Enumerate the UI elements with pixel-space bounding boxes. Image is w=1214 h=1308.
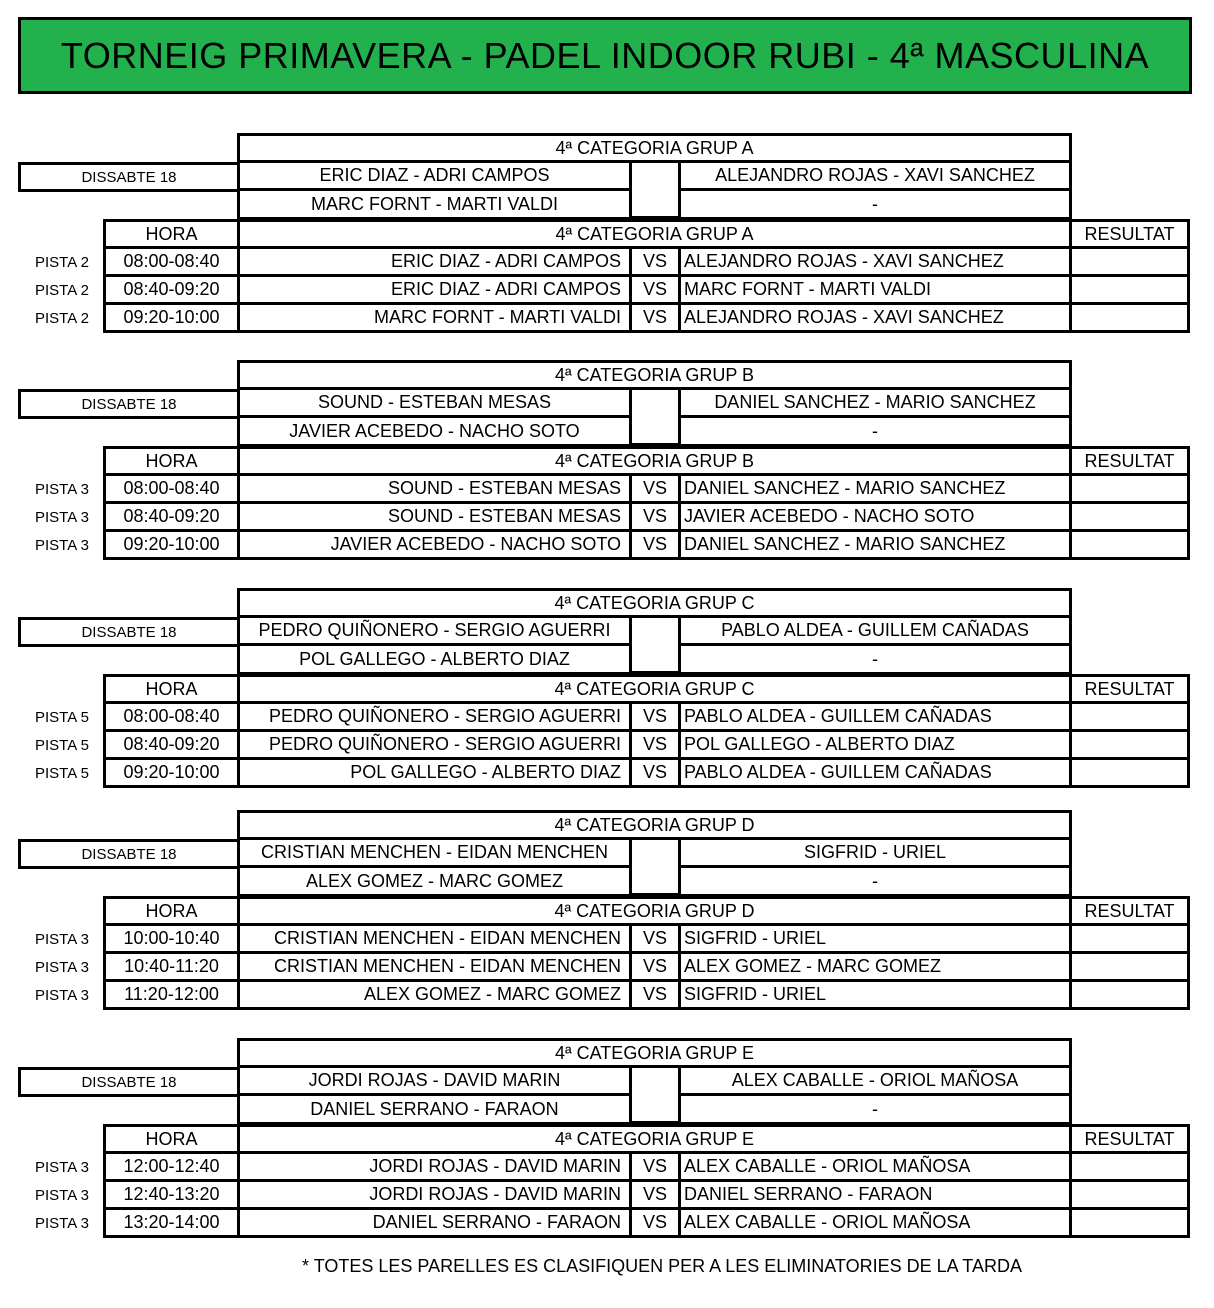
group-header: 4ª CATEGORIA GRUP B — [237, 360, 1072, 390]
away-pair: PABLO ALDEA - GUILLEM CAÑADAS — [678, 703, 1069, 732]
vs-label: VS — [629, 503, 678, 532]
result-cell[interactable] — [1069, 276, 1190, 305]
date-label: DISSABTE 18 — [18, 617, 240, 647]
pair-cell: - — [678, 191, 1072, 220]
vs-label: VS — [629, 1181, 678, 1210]
home-pair: SOUND - ESTEBAN MESAS — [240, 503, 629, 532]
pista-label: PISTA 5 — [35, 765, 89, 782]
hora-header: HORA — [103, 1124, 240, 1154]
result-cell[interactable] — [1069, 925, 1190, 954]
hora-cell: 12:00-12:40 — [103, 1153, 240, 1182]
result-cell[interactable] — [1069, 1153, 1190, 1182]
away-pair: SIGFRID - URIEL — [678, 981, 1069, 1010]
home-pair: ALEX GOMEZ - MARC GOMEZ — [240, 981, 629, 1010]
hora-cell: 08:00-08:40 — [103, 703, 240, 732]
vs-label: VS — [629, 731, 678, 760]
vs-label: VS — [629, 531, 678, 560]
group-header: 4ª CATEGORIA GRUP D — [237, 810, 1072, 840]
result-cell[interactable] — [1069, 981, 1190, 1010]
home-pair: CRISTIAN MENCHEN - EIDAN MENCHEN — [240, 925, 629, 954]
home-pair: JORDI ROJAS - DAVID MARIN — [240, 1153, 629, 1182]
group-header: 4ª CATEGORIA GRUP A — [240, 219, 1069, 249]
date-label: DISSABTE 18 — [18, 839, 240, 869]
vs-label: VS — [629, 304, 678, 333]
group-header: 4ª CATEGORIA GRUP E — [240, 1124, 1069, 1154]
away-pair: JAVIER ACEBEDO - NACHO SOTO — [678, 503, 1069, 532]
home-pair: JAVIER ACEBEDO - NACHO SOTO — [240, 531, 629, 560]
vs-label: VS — [629, 925, 678, 954]
vs-label: VS — [629, 248, 678, 277]
result-cell[interactable] — [1069, 1181, 1190, 1210]
pair-divider — [629, 839, 678, 896]
pista-label: PISTA 3 — [35, 481, 89, 498]
vs-label: VS — [629, 759, 678, 788]
resultat-header: RESULTAT — [1069, 219, 1190, 249]
pair-cell: - — [678, 1096, 1072, 1125]
hora-cell: 08:40-09:20 — [103, 503, 240, 532]
pista-label: PISTA 2 — [35, 254, 89, 271]
hora-cell: 08:00-08:40 — [103, 248, 240, 277]
away-pair: ALEJANDRO ROJAS - XAVI SANCHEZ — [678, 248, 1069, 277]
away-pair: DANIEL SERRANO - FARAON — [678, 1181, 1069, 1210]
result-cell[interactable] — [1069, 304, 1190, 333]
away-pair: ALEX CABALLE - ORIOL MAÑOSA — [678, 1153, 1069, 1182]
group-header: 4ª CATEGORIA GRUP C — [240, 674, 1069, 704]
pair-cell: CRISTIAN MENCHEN - EIDAN MENCHEN — [237, 839, 629, 868]
group-header: 4ª CATEGORIA GRUP E — [237, 1038, 1072, 1068]
pair-cell: JAVIER ACEBEDO - NACHO SOTO — [237, 418, 629, 447]
pair-cell: DANIEL SERRANO - FARAON — [237, 1096, 629, 1125]
pista-label: PISTA 3 — [35, 537, 89, 554]
vs-label: VS — [629, 953, 678, 982]
away-pair: ALEJANDRO ROJAS - XAVI SANCHEZ — [678, 304, 1069, 333]
result-cell[interactable] — [1069, 531, 1190, 560]
pair-cell: PEDRO QUIÑONERO - SERGIO AGUERRI — [237, 617, 629, 646]
vs-label: VS — [629, 475, 678, 504]
hora-cell: 11:20-12:00 — [103, 981, 240, 1010]
pair-cell: PABLO ALDEA - GUILLEM CAÑADAS — [678, 617, 1072, 646]
result-cell[interactable] — [1069, 248, 1190, 277]
group-header: 4ª CATEGORIA GRUP C — [237, 588, 1072, 618]
result-cell[interactable] — [1069, 503, 1190, 532]
pair-divider — [629, 1067, 678, 1124]
pair-cell: DANIEL SANCHEZ - MARIO SANCHEZ — [678, 389, 1072, 418]
vs-label: VS — [629, 1209, 678, 1238]
result-cell[interactable] — [1069, 475, 1190, 504]
pair-cell: MARC FORNT - MARTI VALDI — [237, 191, 629, 220]
result-cell[interactable] — [1069, 1209, 1190, 1238]
group-header: 4ª CATEGORIA GRUP D — [240, 896, 1069, 926]
pair-divider — [629, 162, 678, 219]
away-pair: ALEX CABALLE - ORIOL MAÑOSA — [678, 1209, 1069, 1238]
hora-cell: 08:40-09:20 — [103, 276, 240, 305]
home-pair: JORDI ROJAS - DAVID MARIN — [240, 1181, 629, 1210]
pair-cell: ALEX CABALLE - ORIOL MAÑOSA — [678, 1067, 1072, 1096]
vs-label: VS — [629, 1153, 678, 1182]
hora-cell: 10:00-10:40 — [103, 925, 240, 954]
group-header: 4ª CATEGORIA GRUP A — [237, 133, 1072, 163]
hora-cell: 09:20-10:00 — [103, 531, 240, 560]
away-pair: ALEX GOMEZ - MARC GOMEZ — [678, 953, 1069, 982]
date-label: DISSABTE 18 — [18, 162, 240, 192]
resultat-header: RESULTAT — [1069, 446, 1190, 476]
vs-label: VS — [629, 276, 678, 305]
pair-cell: ALEJANDRO ROJAS - XAVI SANCHEZ — [678, 162, 1072, 191]
group-header: 4ª CATEGORIA GRUP B — [240, 446, 1069, 476]
pair-divider — [629, 389, 678, 446]
home-pair: PEDRO QUIÑONERO - SERGIO AGUERRI — [240, 731, 629, 760]
pair-cell: - — [678, 868, 1072, 897]
pista-label: PISTA 5 — [35, 709, 89, 726]
resultat-header: RESULTAT — [1069, 896, 1190, 926]
away-pair: DANIEL SANCHEZ - MARIO SANCHEZ — [678, 531, 1069, 560]
pista-label: PISTA 3 — [35, 931, 89, 948]
pista-label: PISTA 2 — [35, 282, 89, 299]
away-pair: PABLO ALDEA - GUILLEM CAÑADAS — [678, 759, 1069, 788]
pista-label: PISTA 3 — [35, 959, 89, 976]
hora-header: HORA — [103, 446, 240, 476]
result-cell[interactable] — [1069, 953, 1190, 982]
pair-cell: - — [678, 418, 1072, 447]
pista-label: PISTA 3 — [35, 987, 89, 1004]
pair-cell: ERIC DIAZ - ADRI CAMPOS — [237, 162, 629, 191]
pair-cell: - — [678, 646, 1072, 675]
away-pair: POL GALLEGO - ALBERTO DIAZ — [678, 731, 1069, 760]
away-pair: DANIEL SANCHEZ - MARIO SANCHEZ — [678, 475, 1069, 504]
hora-header: HORA — [103, 674, 240, 704]
vs-label: VS — [629, 703, 678, 732]
pair-divider — [629, 617, 678, 674]
hora-header: HORA — [103, 219, 240, 249]
away-pair: MARC FORNT - MARTI VALDI — [678, 276, 1069, 305]
resultat-header: RESULTAT — [1069, 1124, 1190, 1154]
hora-cell: 08:00-08:40 — [103, 475, 240, 504]
hora-cell: 09:20-10:00 — [103, 304, 240, 333]
home-pair: SOUND - ESTEBAN MESAS — [240, 475, 629, 504]
hora-cell: 12:40-13:20 — [103, 1181, 240, 1210]
home-pair: DANIEL SERRANO - FARAON — [240, 1209, 629, 1238]
pair-cell: POL GALLEGO - ALBERTO DIAZ — [237, 646, 629, 675]
hora-header: HORA — [103, 896, 240, 926]
home-pair: CRISTIAN MENCHEN - EIDAN MENCHEN — [240, 953, 629, 982]
pair-cell: ALEX GOMEZ - MARC GOMEZ — [237, 868, 629, 897]
home-pair: ERIC DIAZ - ADRI CAMPOS — [240, 276, 629, 305]
vs-label: VS — [629, 981, 678, 1010]
pista-label: PISTA 3 — [35, 1159, 89, 1176]
hora-cell: 13:20-14:00 — [103, 1209, 240, 1238]
pair-cell: SOUND - ESTEBAN MESAS — [237, 389, 629, 418]
footer-note: * TOTES LES PARELLES ES CLASIFIQUEN PER A LES ELIMINATORIES DE LA TARDA — [302, 1256, 1022, 1276]
pista-label: PISTA 3 — [35, 1215, 89, 1232]
hora-cell: 09:20-10:00 — [103, 759, 240, 788]
home-pair: PEDRO QUIÑONERO - SERGIO AGUERRI — [240, 703, 629, 732]
away-pair: SIGFRID - URIEL — [678, 925, 1069, 954]
home-pair: POL GALLEGO - ALBERTO DIAZ — [240, 759, 629, 788]
resultat-header: RESULTAT — [1069, 674, 1190, 704]
pista-label: PISTA 2 — [35, 310, 89, 327]
page-title: TORNEIG PRIMAVERA - PADEL INDOOR RUBI - 4ª MASCULINA — [18, 17, 1192, 94]
pair-cell: SIGFRID - URIEL — [678, 839, 1072, 868]
pista-label: PISTA 3 — [35, 1187, 89, 1204]
home-pair: ERIC DIAZ - ADRI CAMPOS — [240, 248, 629, 277]
pair-cell: JORDI ROJAS - DAVID MARIN — [237, 1067, 629, 1096]
pista-label: PISTA 5 — [35, 737, 89, 754]
hora-cell: 08:40-09:20 — [103, 731, 240, 760]
result-cell[interactable] — [1069, 759, 1190, 788]
result-cell[interactable] — [1069, 703, 1190, 732]
date-label: DISSABTE 18 — [18, 389, 240, 419]
date-label: DISSABTE 18 — [18, 1067, 240, 1097]
result-cell[interactable] — [1069, 731, 1190, 760]
home-pair: MARC FORNT - MARTI VALDI — [240, 304, 629, 333]
hora-cell: 10:40-11:20 — [103, 953, 240, 982]
pista-label: PISTA 3 — [35, 509, 89, 526]
